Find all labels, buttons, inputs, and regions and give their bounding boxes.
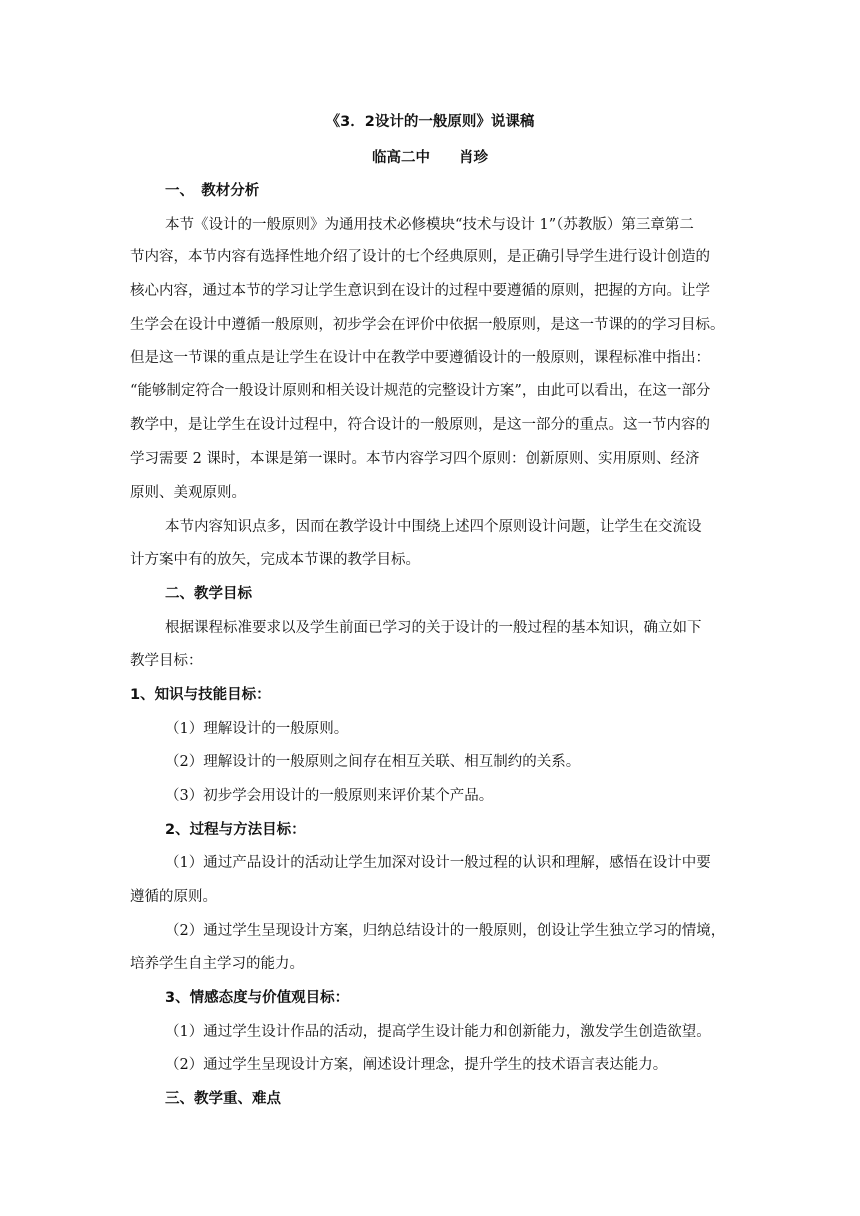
paragraph-line: 生学会在设计中遵循一般原则，初步学会在评价中依据一般原则，是这一节课的的学习目标。 [130,317,725,333]
paragraph-line: 本节内容知识点多，因而在教学设计中围绕上述四个原则设计问题，让学生在交流设 [165,519,702,535]
section-heading-2: 二、教学目标 [165,586,252,602]
section-heading-3: 三、教学重、难点 [165,1091,281,1107]
list-item: （1）理解设计的一般原则。 [165,721,349,737]
paragraph-line: 核心内容，通过本节的学习让学生意识到在设计的过程中要遵循的原则，把握的方向。让学 [130,283,710,299]
paragraph-line: 原则、美观原则。 [130,485,246,501]
list-item: （3）初步学会用设计的一般原则来评价某个产品。 [165,788,494,804]
goal-heading-3: 3、情感态度与价值观目标： [165,990,350,1006]
paragraph-line: 节内容，本节内容有选择性地介绍了设计的七个经典原则，是正确引导学生进行设计创造的 [130,249,710,265]
paragraph-line: 学习需要 2 课时，本课是第一课时。本节内容学习四个原则：创新原则、实用原则、经济 [130,451,700,467]
author-line: 临高二中 肖珍 [372,150,488,166]
paragraph-line: 计方案中有的放矢，完成本节课的教学目标。 [130,552,420,568]
list-item: （1）通过学生设计作品的活动，提高学生设计能力和创新能力，激发学生创造欲望。 [165,1024,711,1040]
paragraph-line: 根据课程标准要求以及学生前面已学习的关于设计的一般过程的基本知识，确立如下 [165,620,702,636]
goal-heading-2: 2、过程与方法目标： [165,822,306,838]
paragraph-line: 但是这一节课的重点是让学生在设计中在教学中要遵循设计的一般原则，课程标准中指出： [130,350,710,366]
paragraph-line: 教学中，是让学生在设计过程中，符合设计的一般原则，是这一部分的重点。这一节内容的 [130,417,710,433]
list-item: （2）理解设计的一般原则之间存在相互关联、相互制约的关系。 [165,754,581,770]
list-item-continuation: 培养学生自主学习的能力。 [130,956,304,972]
goal-heading-1: 1、知识与技能目标： [130,687,271,703]
list-item: （1）通过产品设计的活动让学生加深对设计一般过程的认识和理解，感悟在设计中要 [165,855,711,871]
paragraph-line: 教学目标： [130,653,203,669]
paragraph-line: “能够制定符合一般设计原则和相关设计规范的完整设计方案”，由此可以看出，在这一部分 [130,383,711,399]
list-item: （2）通过学生呈现设计方案，阐述设计理念，提升学生的技术语言表达能力。 [165,1057,668,1073]
list-item: （2）通过学生呈现设计方案，归纳总结设计的一般原则，创设让学生独立学习的情境， [165,923,726,939]
section-heading-1: 一、 教材分析 [165,183,260,199]
list-item-continuation: 遵循的原则。 [130,889,217,905]
document-title: 《3．2设计的一般原则》说课稿 [325,114,535,130]
paragraph-line: 本节《设计的一般原则》为通用技术必修模块“技术与设计 1”（苏教版）第三章第二 [165,217,694,233]
